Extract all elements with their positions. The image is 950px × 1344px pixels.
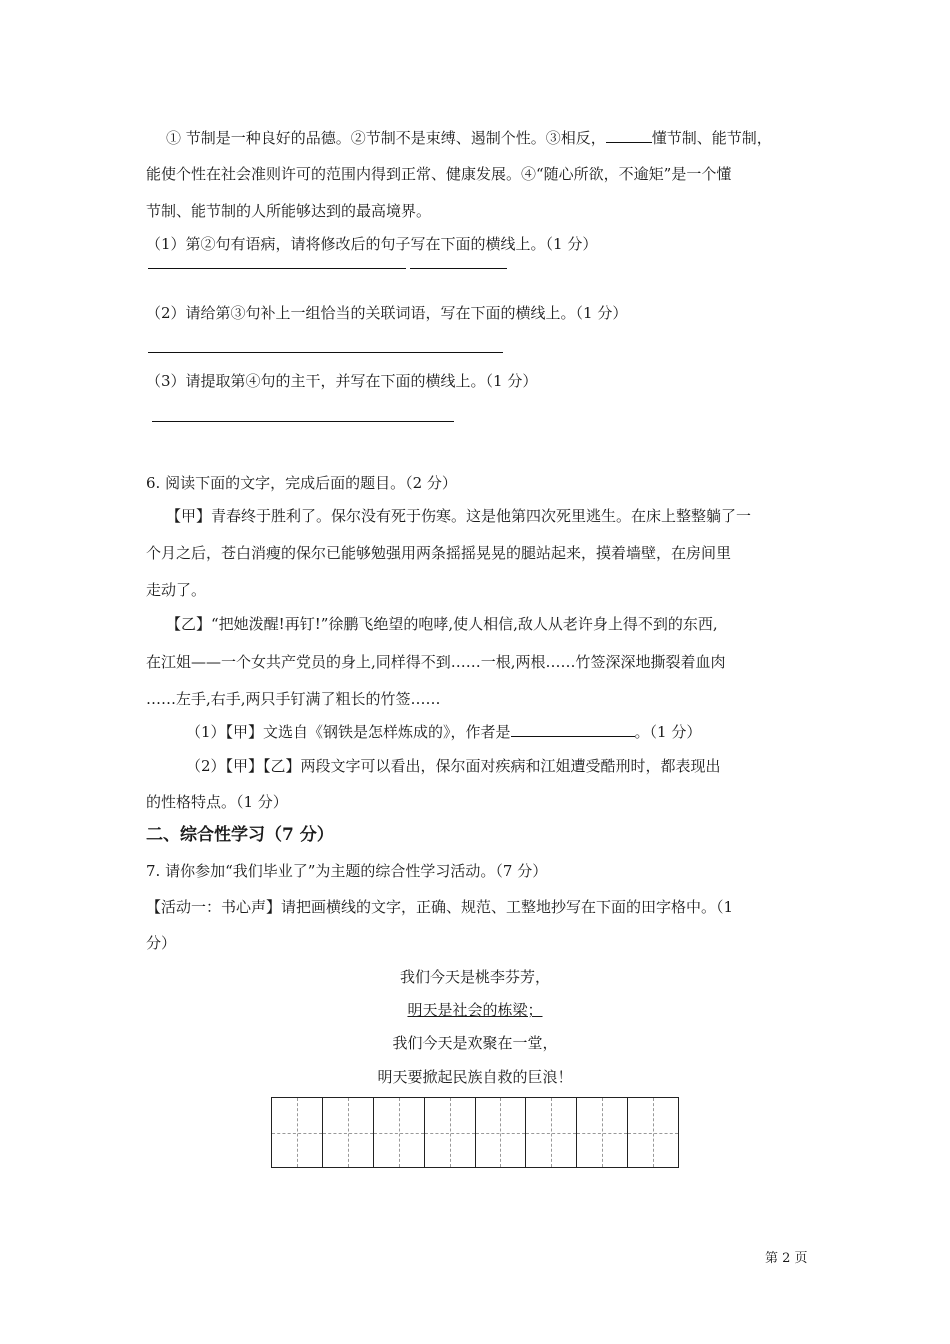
q6-sub2-line-1: （2）【甲】【乙】两段文字可以看出，保尔面对疾病和江姐遭受酷刑时，都表现出 <box>186 757 721 775</box>
passage-line-1-end: 懂节制、能节制， <box>651 129 772 147</box>
tianzige-grid <box>271 1097 679 1168</box>
answer-line[interactable] <box>148 268 406 269</box>
q5-sub1: （1）第②句有语病，请将修改后的句子写在下面的横线上。（1 分） <box>146 235 598 253</box>
answer-line[interactable] <box>410 268 507 269</box>
passage-line-3: 节制、能节制的人所能够达到的最高境界。 <box>146 202 432 220</box>
jia-line-3: 走动了。 <box>146 581 207 599</box>
fill-blank[interactable] <box>606 128 652 143</box>
author-blank[interactable] <box>511 722 635 737</box>
activity-line-1: 【活动一：书心声】请把画横线的文字，正确、规范、工整地抄写在下面的田字格中。（1 <box>146 898 734 916</box>
q5-sub3: （3）请提取第④句的主干，并写在下面的横线上。（1 分） <box>146 372 538 390</box>
q6-sub1-text: （1）【甲】文选自《钢铁是怎样炼成的》，作者是 <box>186 723 511 741</box>
answer-line[interactable] <box>152 421 454 422</box>
answer-line[interactable] <box>148 352 503 353</box>
passage-line-2: 能使个性在社会准则许可的范围内得到正常、健康发展。④“随心所欲，不逾矩”是一个懂 <box>146 165 732 183</box>
q6-sub1-end: 。（1 分） <box>634 723 702 741</box>
q6-sub1 <box>186 722 701 742</box>
page-number: 第 2 页 <box>765 1251 808 1266</box>
yi-line-1: 【乙】“把她泼醒!再钉!”徐鹏飞绝望的咆哮,使人相信,敌人从老许身上得不到的东西, <box>166 615 718 633</box>
grid-cell[interactable] <box>577 1098 628 1167</box>
activity-line-2: 分） <box>146 934 177 952</box>
q6-title: 6. 阅读下面的文字，完成后面的题目。（2 分） <box>146 474 457 492</box>
poem-line-2-underlined <box>0 1000 950 1020</box>
poem-line-4: 明天要掀起民族自救的巨浪！ <box>377 1068 573 1086</box>
grid-cell[interactable] <box>374 1098 425 1167</box>
yi-line-2: 在江姐——一个女共产党员的身上,同样得不到……一根,两根……竹签深深地撕裂着血肉 <box>146 653 726 671</box>
jia-line-2: 个月之后，苍白消瘦的保尔已能够勉强用两条摇摇晃晃的腿站起来，摸着墙壁，在房间里 <box>146 544 732 562</box>
q7-title: 7. 请你参加“我们毕业了”为主题的综合性学习活动。（7 分） <box>146 862 548 880</box>
grid-cell[interactable] <box>526 1098 577 1167</box>
section-heading: 二、综合性学习（7 分） <box>146 825 334 845</box>
poem-line-3: 我们今天是欢聚在一堂， <box>392 1034 558 1052</box>
jia-line-1: 【甲】青春终于胜利了。保尔没有死于伤寒。这是他第四次死里逃生。在床上整整躺了一 <box>166 507 752 525</box>
poem-line-1: 我们今天是桃李芬芳， <box>399 968 550 986</box>
passage-line-1 <box>166 128 772 148</box>
grid-cell[interactable] <box>476 1098 527 1167</box>
underlined-text: 明天是社会的栋梁； <box>407 1001 543 1019</box>
grid-cell[interactable] <box>272 1098 323 1167</box>
q5-sub2: （2）请给第③句补上一组恰当的关联词语，写在下面的横线上。（1 分） <box>146 304 628 322</box>
q6-sub2-line-2: 的性格特点。（1 分） <box>146 793 288 811</box>
grid-cell[interactable] <box>425 1098 476 1167</box>
yi-line-3: ……左手,右手,两只手钉满了粗长的竹签…… <box>146 690 441 708</box>
passage-line-1-text: ① 节制是一种良好的品德。②节制不是束缚、遏制个性。③相反， <box>166 129 606 147</box>
grid-cell[interactable] <box>323 1098 374 1167</box>
grid-cell[interactable] <box>628 1098 678 1167</box>
